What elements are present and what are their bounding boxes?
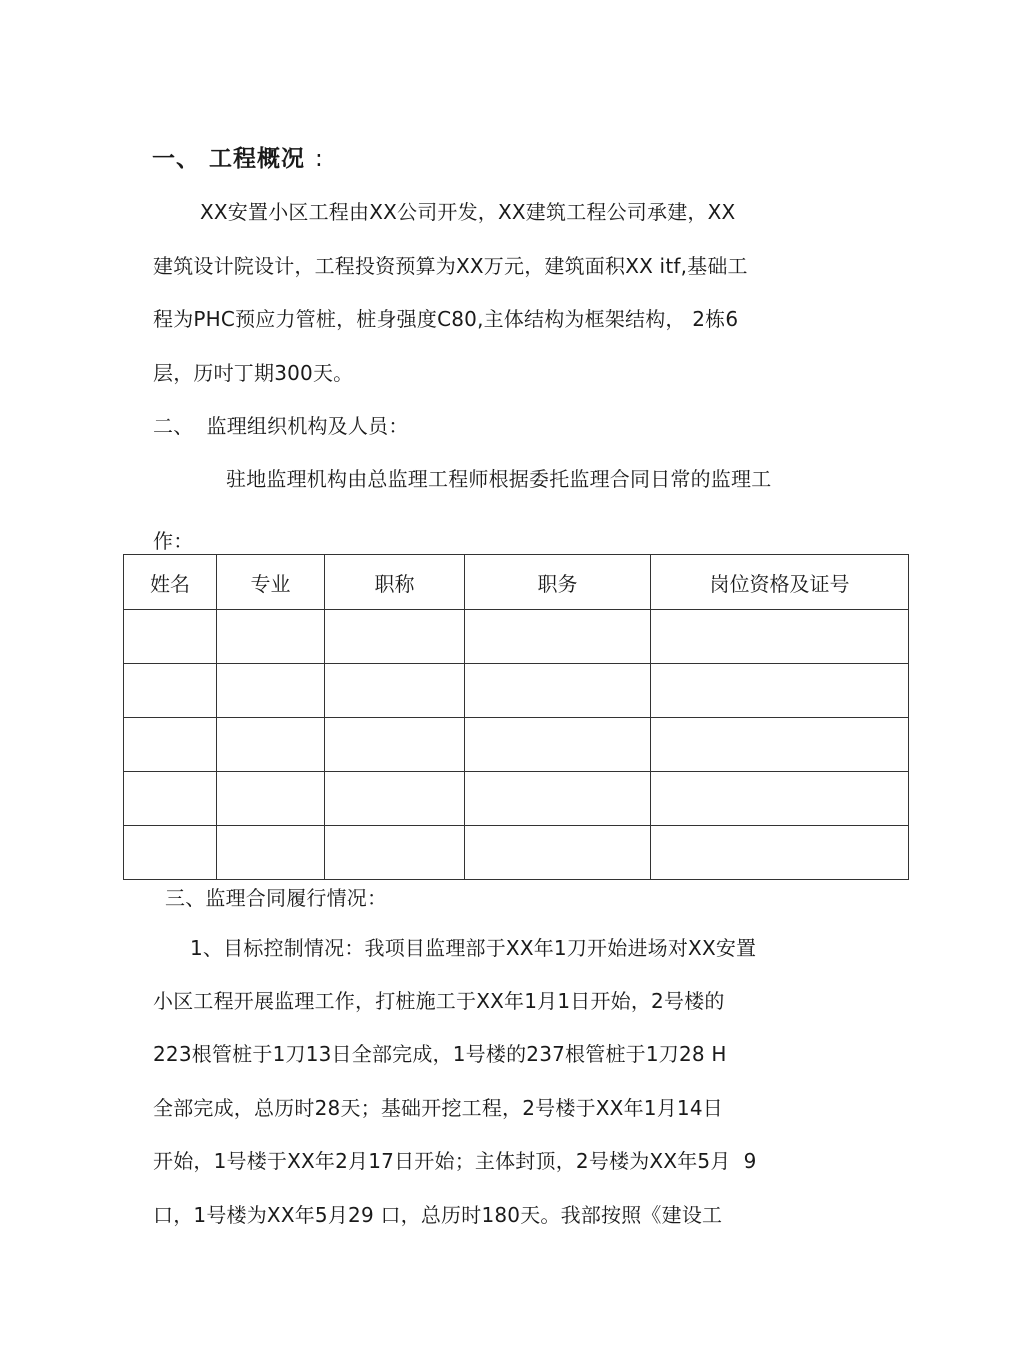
table-cell [325,610,465,664]
table-cell [217,610,325,664]
table-cell [217,826,325,880]
section-1-line-2: 建筑设计院设计，工程投资预算为XX万元，建筑面积XX itf,基础工 [153,254,748,278]
section-3-line-6: 口，1号楼为XX年5月29 口，总历时180天。我部按照《建设工 [153,1203,723,1227]
section-3-line-5: 开始，1号楼于XX年2月17日开始；主体封顶，2号楼为XX年5月 9 [153,1149,757,1173]
section-2-intro-line-1: 驻地监理机构由总监理工程师根据委托监理合同日常的监理工 [226,467,772,491]
section-1-line-1: XX安置小区工程由XX公司开发，XX建筑工程公司承建，XX [200,200,736,224]
column-header-title: 职称 [325,555,465,610]
table-cell [651,718,909,772]
table-cell [651,664,909,718]
table-row [124,718,909,772]
section-2-intro-line-2: 作： [153,529,194,553]
staff-table-header-row [124,555,909,610]
section-3-line-4: 全部完成，总历时28天；基础开挖工程，2号楼于XX年1月14日 [153,1096,723,1120]
column-header-specialty: 专业 [217,555,325,610]
staff-table [123,554,909,880]
table-cell [217,718,325,772]
table-row [124,826,909,880]
table-cell [124,610,217,664]
table-cell [465,664,651,718]
section-1-heading-text: 一、 工程概况 [152,146,306,172]
section-1-heading-colon: : [315,146,324,172]
section-3-line-2: 小区工程开展监理工作，打桩施工于XX年1月1日开始，2号楼的 [153,989,725,1013]
table-cell [325,718,465,772]
column-header-position: 职务 [465,555,651,610]
section-1-heading [152,144,324,174]
table-cell [124,772,217,826]
table-row [124,772,909,826]
table-cell [651,826,909,880]
table-cell [651,772,909,826]
table-row [124,664,909,718]
table-cell [124,718,217,772]
table-cell [124,664,217,718]
column-header-certificate: 岗位资格及证号 [651,555,909,610]
table-cell [325,826,465,880]
table-cell [465,610,651,664]
table-cell [465,718,651,772]
section-3-line-3: 223根管桩于1刀13日全部完成，1号楼的237根管桩于1刀28 H [153,1042,727,1066]
table-cell [465,826,651,880]
section-1-line-3: 程为PHC预应力管桩，桩身强度C80,主体结构为框架结构， 2栋6 [153,307,739,331]
section-1-line-4: 层，历吋丁期300天。 [153,361,354,385]
table-cell [217,772,325,826]
table-cell [325,772,465,826]
table-cell [124,826,217,880]
section-3-heading: 三、监理合同履行情况： [165,886,388,910]
section-3-line-1: 1、目标控制情况：我项目监理部于XX年1刀开始进场对XX安置 [190,936,757,960]
table-cell [217,664,325,718]
section-2-heading: 二、 监理组织机构及人员： [153,414,409,438]
column-header-name: 姓名 [124,555,217,610]
table-cell [325,664,465,718]
table-cell [465,772,651,826]
table-cell [651,610,909,664]
table-row [124,610,909,664]
